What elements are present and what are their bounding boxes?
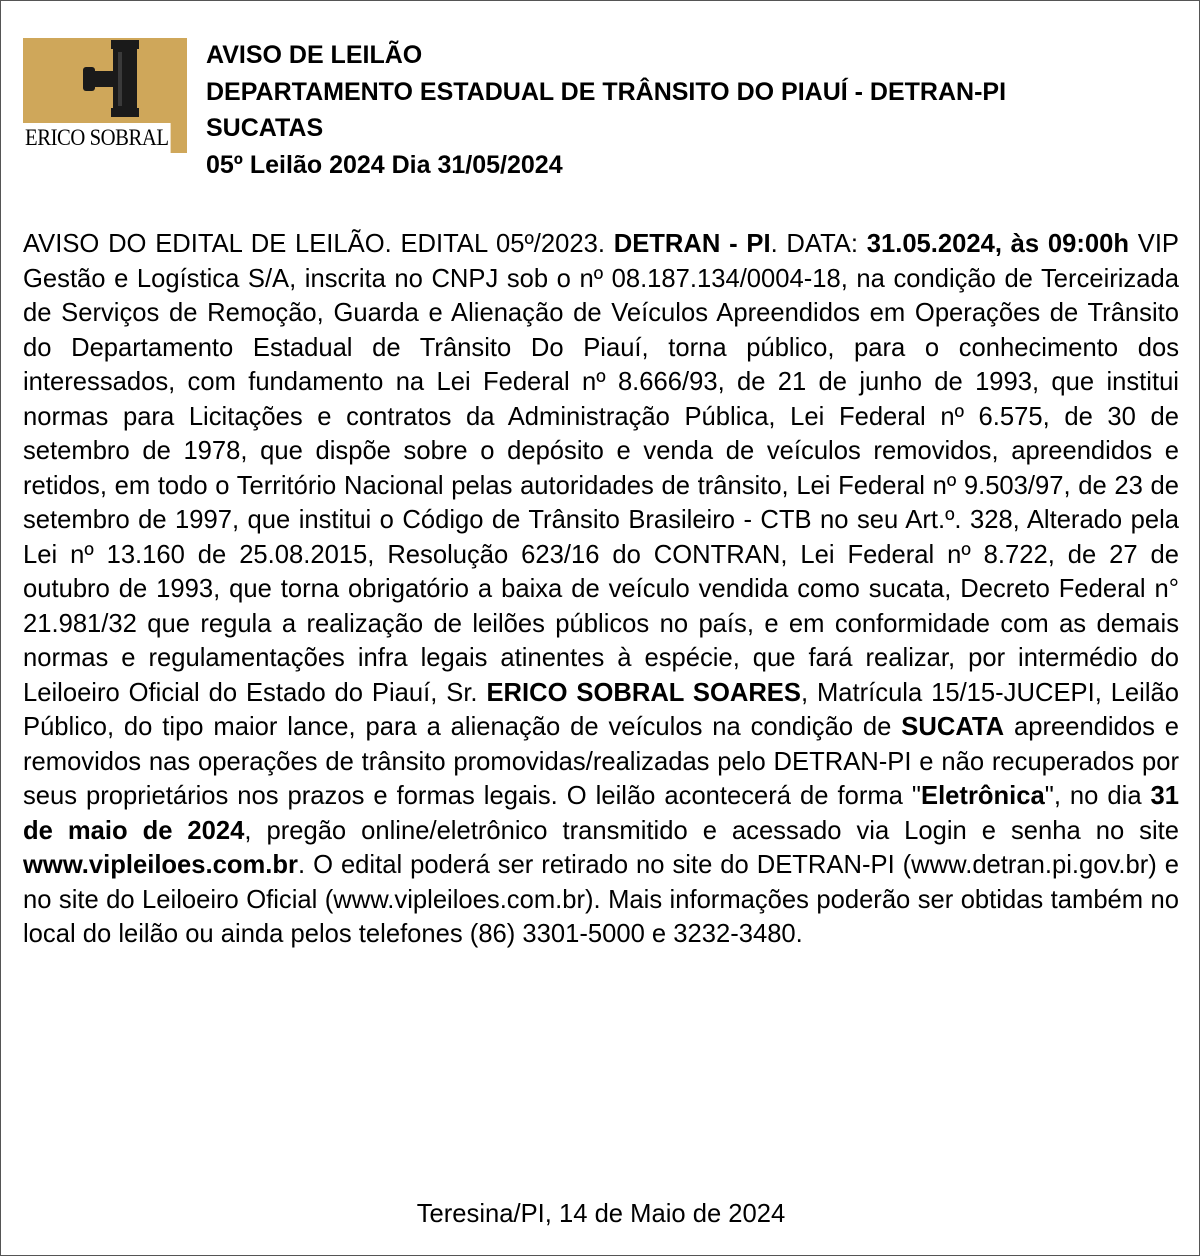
body-text: . DATA:: [770, 230, 867, 258]
body-text: , pregão online/eletrônico transmitido e acessado via Login e senha no site: [244, 816, 1179, 845]
notice-header: [206, 37, 1181, 183]
body-text: AVISO DO EDITAL DE LEILÃO. EDITAL 05º/2023.: [23, 230, 614, 258]
body-bold-detran: DETRAN - PI: [613, 230, 771, 258]
auction-category: SUCATAS: [206, 114, 324, 142]
place-date: Teresina/PI, 14 de Maio de 2024: [416, 1200, 786, 1228]
department-name: DEPARTAMENTO ESTADUAL DE TRÂNSITO DO PIAUÍ - DETRAN-PI: [206, 77, 1007, 106]
body-text: apreendidos e removidos nas operações de trânsito promovidas/realizadas pelo DETRAN-PI e não recuperados por seus proprietários nos prazos e formas legais. O leilão acontecerá de forma ": [23, 713, 1179, 810]
body-bold-sucata: SUCATA: [901, 713, 1005, 741]
body-text: , Matrícula 15/15-JUCEPI, Leilão Público, do tipo maior lance, para a alienação de veículos na condição de: [23, 678, 1179, 741]
notice-body: [23, 227, 1179, 952]
body-text: ", no dia: [1044, 782, 1151, 810]
logo-text: ERICO SOBRAL: [23, 123, 171, 153]
notice-title: AVISO DE LEILÃO: [206, 41, 423, 69]
body-bold-date: 31.05.2024, às 09:00h: [866, 230, 1129, 258]
body-bold-website: www.vipleiloes.com.br: [23, 851, 298, 879]
auction-date-line: 05º Leilão 2024 Dia 31/05/2024: [206, 150, 563, 179]
logo: [23, 38, 187, 153]
body-bold-auctioneer: ERICO SOBRAL SOARES: [486, 678, 801, 707]
body-text: . O edital poderá ser retirado no site do DETRAN-PI (www.detran.pi.gov.br) e no site do Leiloeiro Oficial (www.vipleiloes.com.br). Mais informações poderão ser obtidas também no local do leilão ou ainda pelos telefones (86) 3301-5000 e 3232-3480.: [23, 851, 1179, 948]
body-text: VIP Gestão e Logística S/A, inscrita no CNPJ sob o nº 08.187.134/0004-18, na condição de Terceirizada de Serviços de Remoção, Guarda e Alienação de Veículos Apreendidos em Operações de Trânsito do Departamento Estadual de Trânsito Do Piauí, torna público, para o conhecimento dos interessados, com fundamento na Lei Federal nº 8.666/93, de 21 de junho de 1993, que institui normas para Licitações e contratos da Administração Pública, Lei Federal nº 6.575, de 30 de setembro de 1978, que dispõe sobre o depósito e venda de veículos removidos, apreendidos e retidos, em todo o Território Nacional pelas autoridades de trânsito, Lei Federal nº 9.503/97, de 23 de setembro de 1997, que institui o Código de Trânsito Brasileiro - CTB no seu Art.º. 328, Alterado pela Lei nº 13.160 de 25.08.2015, Resolução 623/16 do CONTRAN, Lei Federal nº 8.722, de 27 de outubro de 1993, que torna obrigatório a baixa de veículo vendida como sucata, Decreto Federal n° 21.981/32 que regula a realização de leilões públicos no país, e em conformidade com as demais normas e regulamentações infra legais atinentes à espécie, que fará realizar, por intermédio do Leiloeiro Oficial do Estado do Piauí, Sr.: [23, 230, 1179, 707]
body-bold-auction-date: 31 de maio de 2024: [23, 782, 1180, 845]
body-bold-eletronica: Eletrônica: [921, 782, 1045, 810]
